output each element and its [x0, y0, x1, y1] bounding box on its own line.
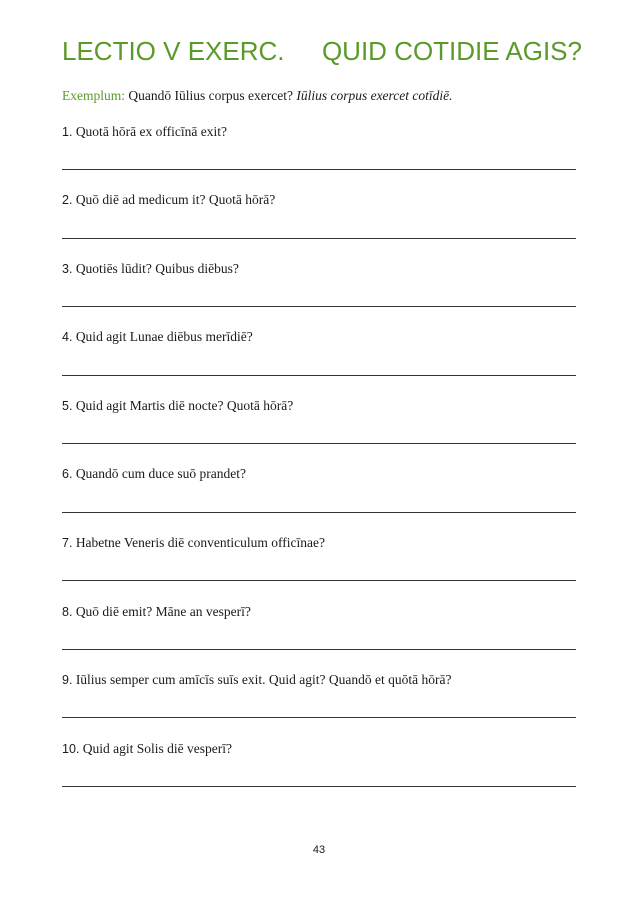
answer-line-2[interactable]: [62, 238, 576, 239]
question-text: Quandō cum duce suō prandet?: [75, 466, 247, 481]
answer-line-6[interactable]: [62, 512, 576, 513]
question-3: [62, 260, 239, 278]
lesson-heading: LECTIO V EXERC.: [62, 36, 285, 66]
answer-line-9[interactable]: [62, 717, 576, 718]
page-title: [62, 34, 582, 68]
answer-line-8[interactable]: [62, 649, 576, 650]
question-number: 10.: [62, 742, 80, 756]
question-9: [62, 671, 451, 689]
example-question: Quandō Iūlius corpus exercet?: [128, 88, 293, 103]
question-4: [62, 328, 253, 346]
answer-line-5[interactable]: [62, 443, 576, 444]
question-number: 5.: [62, 399, 73, 413]
question-text: Quotā hōrā ex officīnā exit?: [75, 124, 228, 139]
answer-line-7[interactable]: [62, 580, 576, 581]
question-text: Quotiēs lūdit? Quibus diēbus?: [75, 261, 239, 276]
answer-line-10[interactable]: [62, 786, 576, 787]
question-10: [62, 740, 232, 758]
question-number: 7.: [62, 536, 73, 550]
question-number: 3.: [62, 262, 73, 276]
question-text: Quid agit Lunae diēbus merīdiē?: [75, 329, 253, 344]
question-text: Quō diē emit? Māne an vesperī?: [75, 604, 251, 619]
question-8: [62, 603, 251, 621]
question-number: 1.: [62, 125, 73, 139]
question-text: Iūlius semper cum amīcīs suīs exit. Quid agit? Quandō et quōtā hōrā?: [75, 672, 452, 687]
question-number: 6.: [62, 467, 73, 481]
example-label: Exemplum:: [62, 88, 125, 103]
answer-line-3[interactable]: [62, 306, 576, 307]
question-1: [62, 123, 227, 141]
question-7: [62, 534, 325, 552]
question-number: 4.: [62, 330, 73, 344]
question-text: Quid agit Martis diē nocte? Quotā hōrā?: [75, 398, 294, 413]
question-2: [62, 191, 275, 209]
question-text: Quid agit Solis diē vesperī?: [82, 741, 232, 756]
answer-line-4[interactable]: [62, 375, 576, 376]
page-number: 43: [312, 844, 326, 856]
example-answer: Iūlius corpus exercet cotīdiē.: [296, 88, 453, 103]
question-number: 8.: [62, 605, 73, 619]
question-5: [62, 397, 293, 415]
exercise-heading: QUID COTIDIE AGIS?: [321, 36, 582, 66]
example-sentence: [62, 87, 453, 105]
question-text: Habetne Veneris diē conventiculum officīnae?: [75, 535, 325, 550]
question-6: [62, 465, 246, 483]
question-number: 9.: [62, 673, 73, 687]
question-number: 2.: [62, 193, 73, 207]
question-text: Quō diē ad medicum it? Quotā hōrā?: [75, 192, 276, 207]
answer-line-1[interactable]: [62, 169, 576, 170]
